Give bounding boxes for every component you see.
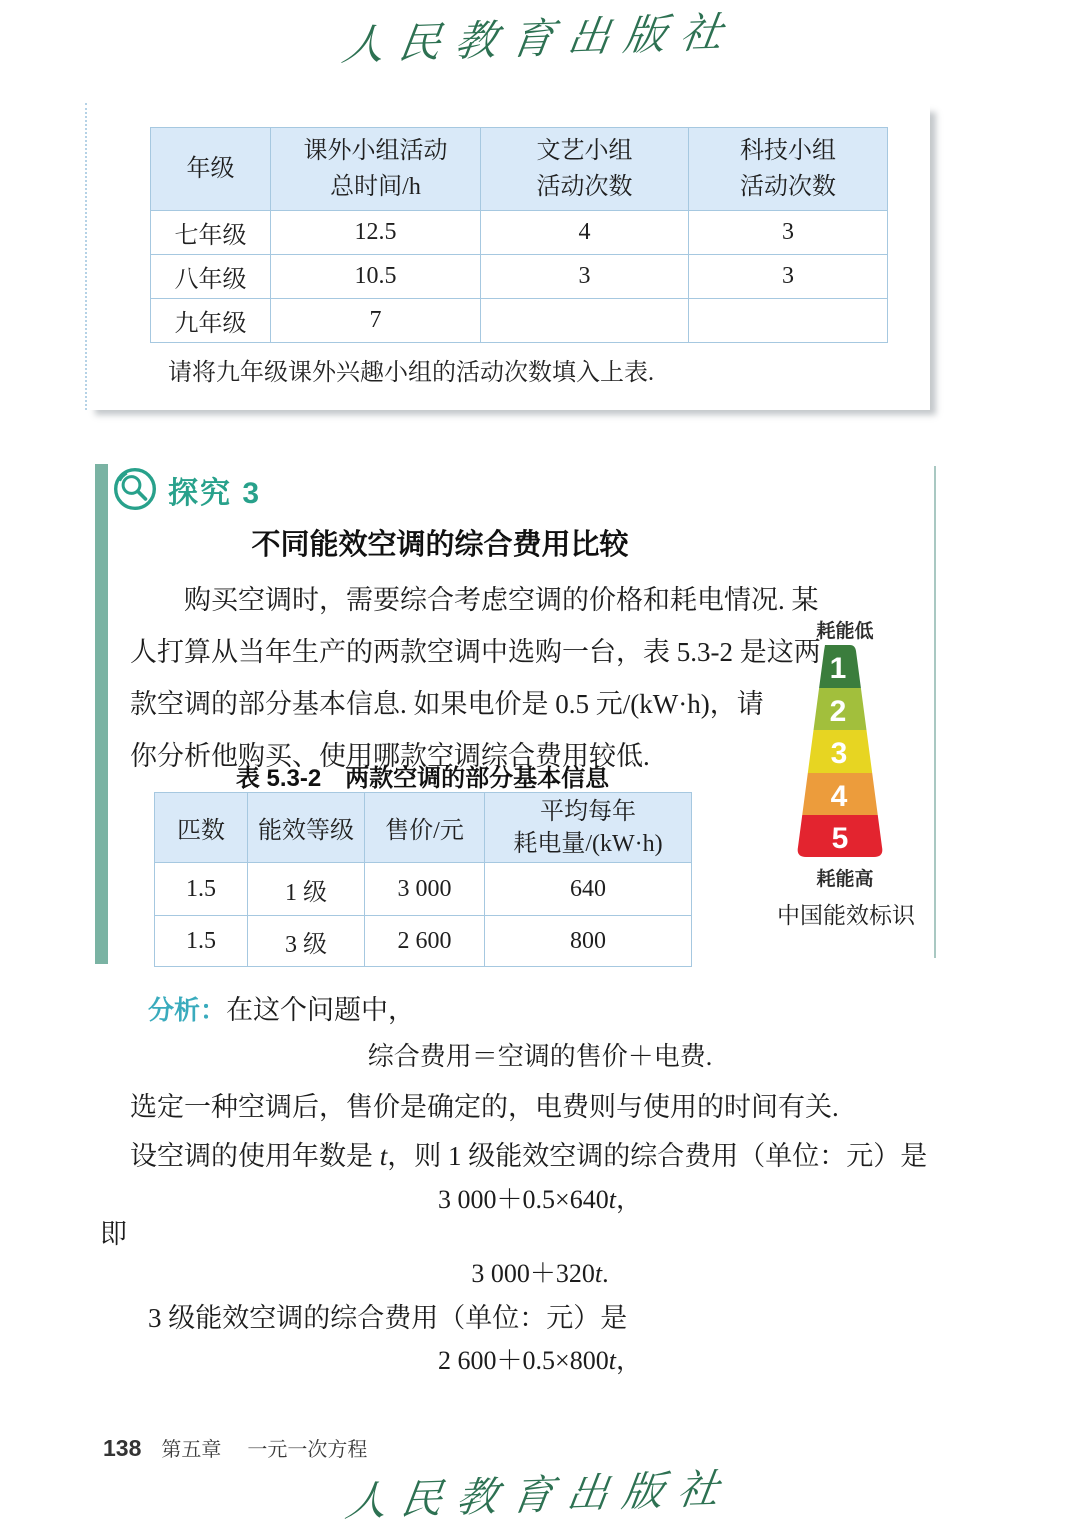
- table-cell: 八年级: [151, 255, 271, 299]
- chapter-number: 第五章: [161, 1439, 222, 1461]
- table-cell: 4: [481, 211, 689, 255]
- table-cell: 3: [689, 255, 888, 299]
- header-text: 能效等级: [258, 818, 354, 844]
- ac-info-table: [154, 792, 692, 967]
- section-accent-bar: [95, 464, 108, 964]
- activity-table: [150, 127, 888, 343]
- section-right-rule: [934, 466, 936, 958]
- analysis-line: 3 级能效空调的综合费用（单位：元）是: [148, 1303, 628, 1333]
- table-cell: 1 级: [248, 863, 365, 916]
- energy-band-number: 3: [830, 737, 848, 770]
- analysis-intro-line: [148, 988, 415, 1027]
- header-text: 年级: [186, 156, 235, 182]
- header-text: 匹数: [177, 818, 225, 844]
- variable-t: t: [379, 1141, 388, 1171]
- energy-label-caption: 中国能效标识: [777, 903, 915, 928]
- table-cell: 10.5: [271, 255, 481, 299]
- variable-t: t: [594, 1259, 603, 1288]
- page-footer: [103, 1433, 367, 1462]
- energy-band-number: 1: [829, 652, 847, 685]
- header-text: 平均每年: [540, 798, 636, 825]
- equation-level1-cost: [0, 1179, 1080, 1216]
- energy-band-number: 4: [830, 780, 848, 813]
- table-cell: [689, 299, 888, 343]
- table-header-cell: [155, 793, 248, 863]
- energy-efficiency-pyramid: [792, 645, 892, 857]
- table-header-cell: [365, 793, 485, 863]
- table-header-cell: [689, 128, 888, 211]
- header-text: 活动次数: [740, 174, 836, 200]
- equation-text: 3 000＋0.5×640: [438, 1185, 609, 1214]
- analysis-text: 设空调的使用年数是: [130, 1141, 380, 1171]
- paragraph-line: 你分析他购买、使用哪款空调综合费用较低.: [130, 741, 650, 771]
- variable-t: t: [608, 1346, 616, 1375]
- table-caption: 表 5.3-2 两款空调的部分基本信息: [235, 765, 610, 792]
- header-text: 文艺小组: [536, 138, 633, 164]
- table-cell: 640: [485, 863, 692, 916]
- equation-total-cost: 综合费用＝空调的售价＋电费.: [367, 1042, 713, 1071]
- table-row: [151, 255, 888, 299]
- chapter-title: 一元一次方程: [247, 1439, 368, 1461]
- equation-text: ，: [615, 1185, 642, 1214]
- table-cell: 3: [481, 255, 689, 299]
- table-header-cell: [481, 128, 689, 211]
- table-header-cell: [151, 128, 271, 211]
- exploration-badge: 探究 3: [168, 477, 262, 510]
- table-cell: 1.5: [155, 863, 248, 916]
- table-header-cell: [271, 128, 481, 211]
- paragraph-line: 人打算从当年生产的两款空调中选购一台，表 5.3-2 是这两: [130, 637, 821, 667]
- analysis-text: ，则 1 级能效空调的综合费用（单位：元）是: [387, 1141, 928, 1171]
- analysis-label: 分析：: [148, 995, 227, 1025]
- analysis-line: [130, 1134, 927, 1173]
- energy-band-number: 2: [829, 695, 847, 728]
- table-cell: [481, 299, 689, 343]
- table-cell: 3: [689, 211, 888, 255]
- activity-note: 请将九年级课外兴趣小组的活动次数填入上表.: [168, 360, 654, 386]
- header-text: 活动次数: [536, 174, 633, 200]
- energy-high-label: 耗能高: [816, 869, 874, 890]
- exploration-title: 不同能效空调的综合费用比较: [251, 529, 629, 561]
- connective-ji: 即: [100, 1219, 127, 1249]
- table-cell: 3 000: [365, 863, 485, 916]
- table-header-cell: [248, 793, 365, 863]
- analysis-intro: 在这个问题中，: [226, 995, 416, 1025]
- table-cell: 12.5: [271, 211, 481, 255]
- table-row: [151, 299, 888, 343]
- exploration-magnifier-icon: [112, 466, 158, 512]
- equation-level3-cost: [0, 1340, 1080, 1377]
- table-header-cell: [485, 793, 692, 863]
- header-text: 课外小组活动: [303, 138, 448, 164]
- table-cell: 2 600: [365, 916, 485, 967]
- equation-text: 2 600＋0.5×800: [438, 1346, 609, 1375]
- table-cell: 1.5: [155, 916, 248, 967]
- header-text: 科技小组: [740, 138, 836, 164]
- table-cell: 7: [271, 299, 481, 343]
- paragraph-line: 购买空调时，需要综合考虑空调的价格和耗电情况. 某: [184, 585, 819, 615]
- table-cell: 3 级: [248, 916, 365, 967]
- table-row: [151, 211, 888, 255]
- header-text: 总时间/h: [330, 174, 421, 200]
- page-number: 138: [103, 1435, 142, 1461]
- table-row: [155, 863, 692, 916]
- table-cell: 七年级: [151, 211, 271, 255]
- variable-t: t: [608, 1185, 616, 1214]
- equation-text: .: [602, 1259, 609, 1288]
- publisher-calligraphy-top: 人民教育出版社: [339, 7, 741, 70]
- header-text: 耗电量/(kW·h): [513, 830, 663, 857]
- table-cell: 800: [485, 916, 692, 967]
- equation-text: 3 000＋320: [471, 1259, 595, 1288]
- header-text: 售价/元: [385, 818, 464, 844]
- energy-low-label: 耗能低: [816, 621, 874, 642]
- energy-band-number: 5: [831, 822, 849, 855]
- equation-text: ，: [615, 1346, 642, 1375]
- publisher-calligraphy-bottom: 人民教育出版社: [342, 1464, 737, 1526]
- analysis-line: 选定一种空调后，售价是确定的，电费则与使用的时间有关.: [130, 1092, 839, 1122]
- paragraph-line: 款空调的部分基本信息. 如果电价是 0.5 元/(kW·h)，请: [130, 689, 764, 719]
- table-row: [155, 916, 692, 967]
- table-cell: 九年级: [151, 299, 271, 343]
- equation-level1-simplified: [0, 1253, 1080, 1290]
